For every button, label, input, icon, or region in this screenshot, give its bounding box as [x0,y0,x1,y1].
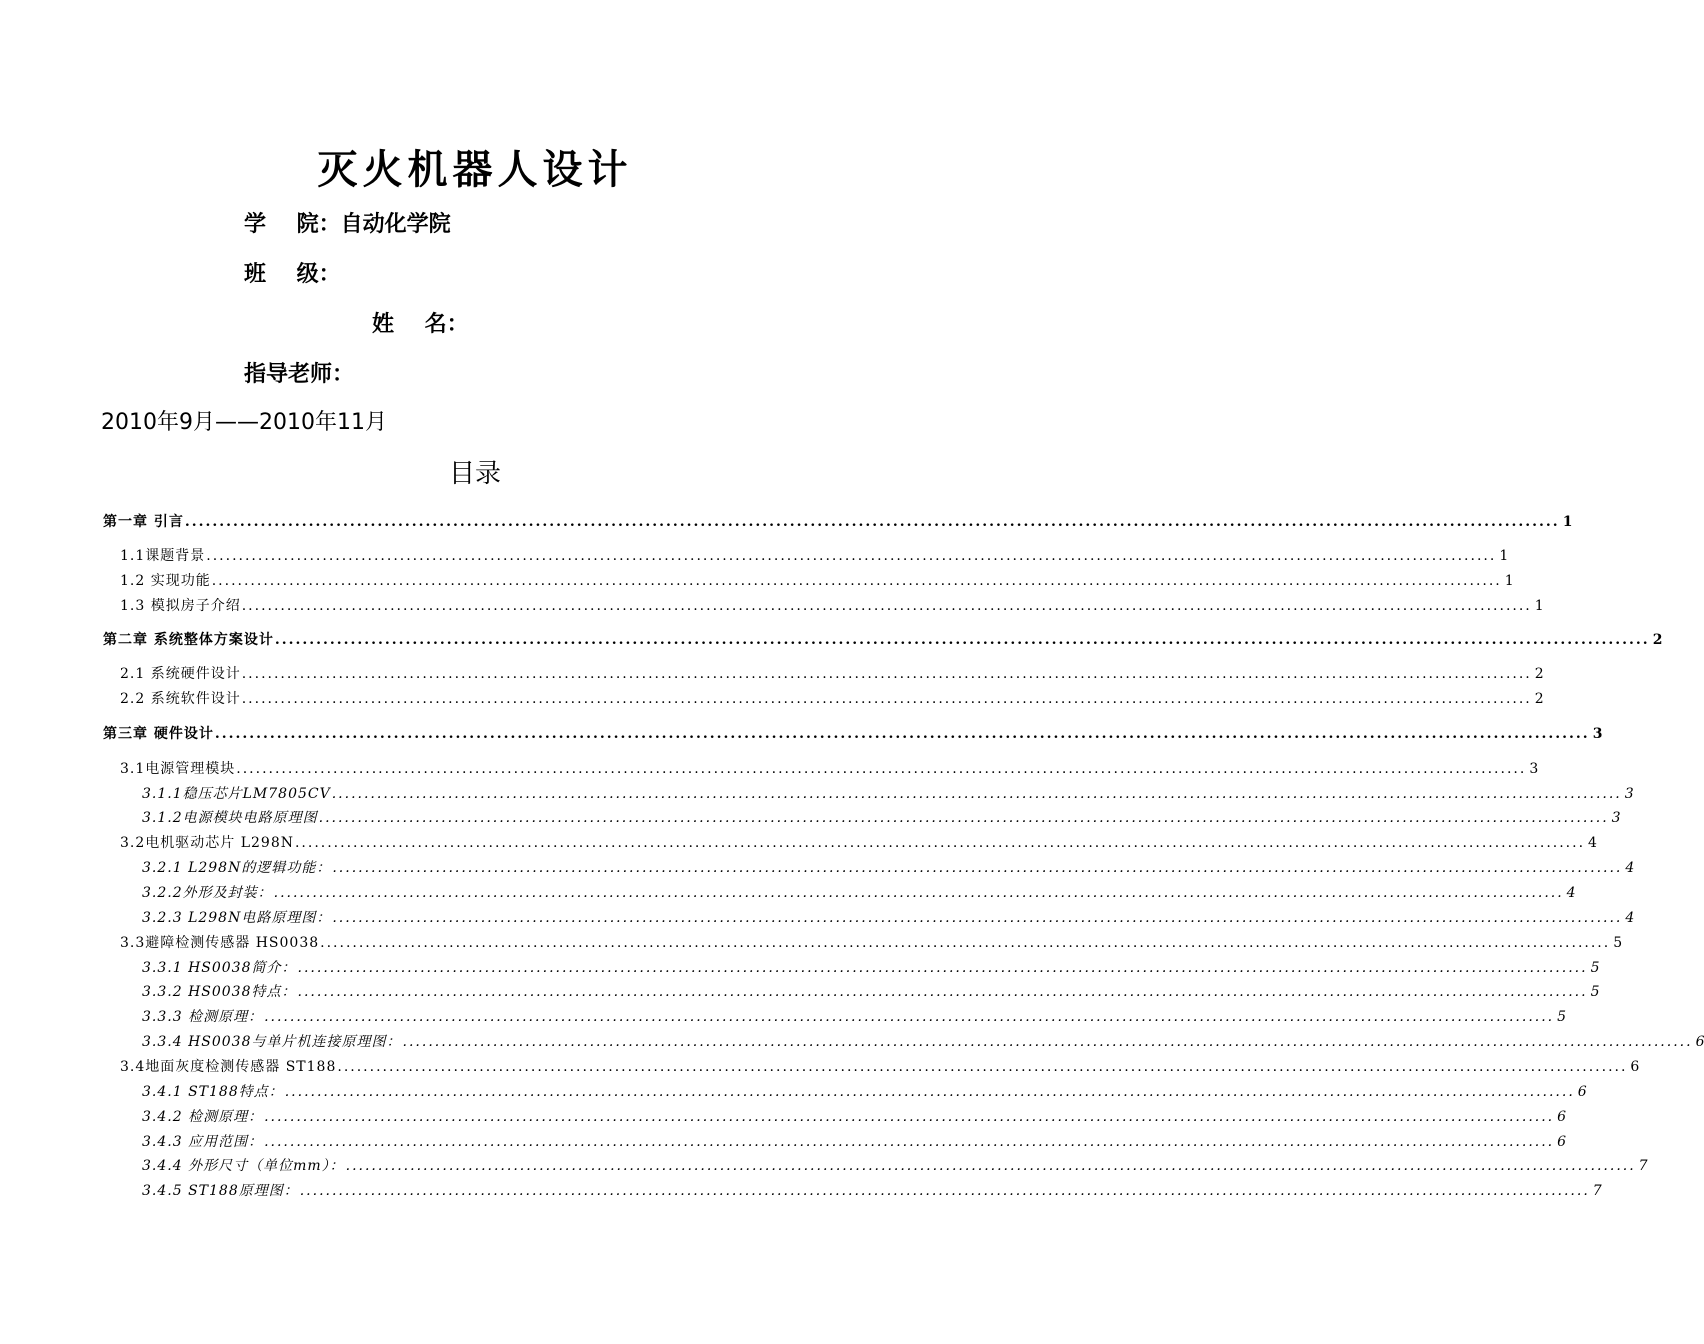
toc-dot-leader: ........................................................................................................................................................................................................ [264,1009,1555,1025]
toc-entry-page: 2 [1534,691,1544,707]
toc-entry[interactable] [142,1007,1567,1027]
toc-entry-label: 3.3.1 HS0038简介： [142,960,297,976]
toc-entry-page: 3 [1529,761,1539,777]
toc-dot-leader: ........................................................................................................................................................................................................ [214,726,1590,742]
toc-entry-label: 2.1 系统硬件设计 [120,666,241,682]
toc-entry-label: 3.4.3 应用范围： [142,1134,264,1150]
toc-entry-page: 1 [1534,598,1544,614]
toc-entry-label: 3.2.1 L298N的逻辑功能： [142,860,332,876]
toc-entry-page: 5 [1590,984,1600,1000]
document-title: 灭火机器人设计 [317,147,633,193]
toc-entry-label: 第二章 系统整体方案设计 [103,632,274,648]
toc-dot-leader: ........................................................................................................................................................................................................ [297,984,1588,1000]
toc-entry[interactable] [103,724,1603,744]
toc-entry-label: 3.4.4 外形尺寸（单位mm）： [142,1158,345,1174]
toc-entry-label: 第三章 硬件设计 [103,726,214,742]
toc-entry-page: 6 [1557,1109,1567,1125]
toc-entry-label: 3.3.3 检测原理： [142,1009,264,1025]
toc-entry-label: 3.4.5 ST188原理图： [142,1183,299,1199]
toc-entry-page: 1 [1504,573,1514,589]
toc-entry[interactable] [142,1082,1587,1102]
toc-entry[interactable] [120,571,1514,591]
toc-entry-label: 2.2 系统软件设计 [120,691,241,707]
toc-dot-leader: ........................................................................................................................................................................................................ [241,598,1532,614]
toc-entry-label: 3.2电机驱动芯片 L298N [120,835,294,851]
toc-entry[interactable] [142,1032,1704,1052]
toc-entry-label: 3.4地面灰度检测传感器 ST188 [120,1059,337,1075]
toc-entry-label: 1.3 模拟房子介绍 [120,598,241,614]
toc-entry[interactable] [120,933,1623,953]
toc-entry[interactable] [120,833,1597,853]
toc-entry[interactable] [103,630,1663,650]
toc-entry[interactable] [142,908,1635,928]
toc-dot-leader: ........................................................................................................................................................................................................ [337,1059,1628,1075]
toc-entry[interactable] [120,759,1539,779]
toc-entry-page: 7 [1638,1158,1648,1174]
toc-entry-label: 3.4.2 检测原理： [142,1109,264,1125]
toc-entry[interactable] [120,596,1544,616]
toc-entry[interactable] [103,512,1573,532]
advisor-line: 指导老师： [244,362,355,387]
toc-dot-leader: ........................................................................................................................................................................................................ [299,1183,1590,1199]
toc-dot-leader: ........................................................................................................................................................................................................ [241,691,1532,707]
toc-dot-leader: ........................................................................................................................................................................................................ [402,1034,1693,1050]
toc-entry-page: 1 [1562,514,1573,530]
toc-dot-leader: ........................................................................................................................................................................................................ [206,548,1497,564]
toc-entry-page: 7 [1592,1183,1602,1199]
toc-entry[interactable] [142,958,1600,978]
toc-entry-label: 3.2.3 L298N电路原理图： [142,910,332,926]
toc-entry-page: 2 [1652,632,1663,648]
toc-heading: 目录 [448,459,501,489]
toc-entry-page: 6 [1630,1059,1640,1075]
toc-entry-page: 4 [1625,860,1635,876]
toc-entry-label: 3.1.1稳压芯片LM7805CV [142,786,331,802]
toc-entry-page: 1 [1499,548,1509,564]
college-line: 学 院：自动化学院 [244,212,451,237]
toc-entry-label: 3.3.2 HS0038特点： [142,984,297,1000]
toc-dot-leader: ........................................................................................................................................................................................................ [184,514,1560,530]
toc-entry[interactable] [142,858,1635,878]
toc-dot-leader: ........................................................................................................................................................................................................ [264,1134,1555,1150]
toc-entry[interactable] [120,546,1509,566]
toc-dot-leader: ........................................................................................................................................................................................................ [236,761,1527,777]
toc-entry[interactable] [142,982,1600,1002]
toc-dot-leader: ........................................................................................................................................................................................................ [211,573,1502,589]
toc-entry-label: 1.1课题背景 [120,548,206,564]
toc-entry-page: 2 [1534,666,1544,682]
toc-entry-page: 3 [1611,810,1621,826]
toc-entry-page: 5 [1557,1009,1567,1025]
toc-dot-leader: ........................................................................................................................................................................................................ [264,1109,1555,1125]
toc-entry[interactable] [142,1107,1567,1127]
toc-entry-page: 6 [1557,1134,1567,1150]
toc-dot-leader: ........................................................................................................................................................................................................ [294,835,1586,851]
toc-entry-page: 5 [1613,935,1623,951]
toc-entry[interactable] [142,784,1634,804]
toc-entry-page: 3 [1624,786,1634,802]
toc-dot-leader: ........................................................................................................................................................................................................ [331,786,1622,802]
toc-dot-leader: ........................................................................................................................................................................................................ [332,860,1623,876]
toc-dot-leader: ........................................................................................................................................................................................................ [284,1084,1575,1100]
date-range: 2010年9月——2010年11月 [101,410,387,435]
toc-entry[interactable] [142,808,1621,828]
toc-entry-label: 3.4.1 ST188特点： [142,1084,284,1100]
toc-entry-label: 3.3.4 HS0038与单片机连接原理图： [142,1034,402,1050]
toc-dot-leader: ........................................................................................................................................................................................................ [241,666,1532,682]
toc-entry-page: 6 [1577,1084,1587,1100]
toc-dot-leader: ........................................................................................................................................................................................................ [273,885,1564,901]
toc-entry[interactable] [142,1156,1648,1176]
toc-entry-page: 5 [1590,960,1600,976]
toc-entry[interactable] [142,883,1576,903]
toc-entry-label: 3.2.2外形及封装： [142,885,273,901]
toc-dot-leader: ........................................................................................................................................................................................................ [274,632,1650,648]
toc-dot-leader: ........................................................................................................................................................................................................ [318,810,1609,826]
toc-entry[interactable] [120,1057,1640,1077]
toc-entry[interactable] [120,689,1544,709]
toc-entry-page: 4 [1588,835,1597,851]
toc-entry-label: 第一章 引言 [103,514,184,530]
toc-dot-leader: ........................................................................................................................................................................................................ [320,935,1611,951]
toc-entry[interactable] [120,664,1544,684]
name-line: 姓 名： [372,312,469,337]
class-line: 班 级： [244,262,341,287]
toc-entry[interactable] [142,1132,1567,1152]
toc-entry[interactable] [142,1181,1602,1201]
toc-dot-leader: ........................................................................................................................................................................................................ [345,1158,1636,1174]
toc-entry-page: 3 [1592,726,1603,742]
toc-entry-label: 3.1电源管理模块 [120,761,236,777]
toc-entry-page: 4 [1566,885,1576,901]
toc-dot-leader: ........................................................................................................................................................................................................ [332,910,1623,926]
toc-entry-label: 1.2 实现功能 [120,573,211,589]
toc-entry-label: 3.3避障检测传感器 HS0038 [120,935,320,951]
toc-dot-leader: ........................................................................................................................................................................................................ [297,960,1588,976]
toc-entry-page: 6 [1695,1034,1704,1050]
toc-entry-page: 4 [1625,910,1635,926]
toc-entry-label: 3.1.2电源模块电路原理图 [142,810,318,826]
